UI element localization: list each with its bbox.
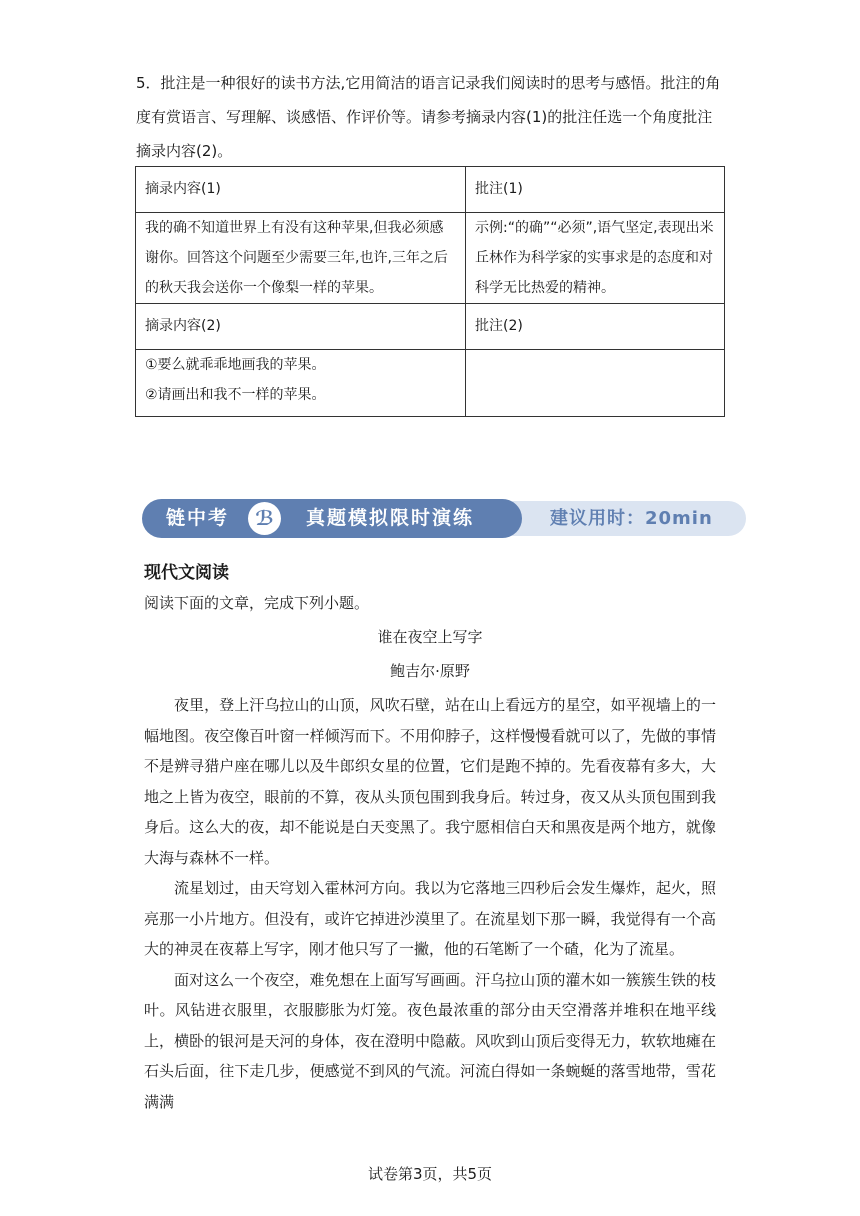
article-body [144, 690, 716, 1117]
banner-logo-icon: ℬ [248, 502, 281, 535]
article-author: 鲍吉尔·原野 [390, 662, 470, 680]
section-banner [142, 499, 746, 538]
table-header-annotation-2: 批注(2) [466, 304, 725, 350]
reading-instruction: 阅读下面的文章，完成下列小题。 [144, 594, 370, 612]
article-title: 谁在夜空上写字 [377, 628, 483, 646]
table-header-excerpt-2: 摘录内容(2) [136, 304, 466, 350]
banner-label-suggested-time: 建议用时：20min [550, 508, 713, 529]
excerpt-2-line-1: ①要么就乖乖地画我的苹果。 [145, 357, 326, 373]
banner-label-practice: 真题模拟限时演练 [306, 507, 475, 529]
excerpt-2-line-2: ②请画出和我不一样的苹果。 [145, 387, 326, 403]
question-5-text: 5．批注是一种很好的读书方法,它用简洁的语言记录我们阅读时的思考与感悟。批注的角度有赏语言、写理解、谈感悟、作评价等。请参考摘录内容(1)的批注任选一个角度批注摘录内容(2)。 [136, 74, 721, 160]
table-header-excerpt-1: 摘录内容(1) [136, 167, 466, 213]
article-paragraph-3: 面对这么一个夜空，难免想在上面写写画画。汗乌拉山顶的灌木如一簇簇生铁的枝叶。风钻进衣服里，衣服膨胀为灯笼。夜色最浓重的部分由天空滑落并堆积在地平线上，横卧的银河是天河的身体，夜在澄明中隐蔽。风吹到山顶后变得无力，软软地瘫在石头后面，往下走几步，便感觉不到风的气流。河流白得如一条蜿蜒的落雪地带，雪花满满 [144, 970, 716, 1111]
table-cell-annotation-2-blank[interactable] [466, 350, 725, 417]
article-paragraph-1: 夜里，登上汗乌拉山的山顶，风吹石壁，站在山上看远方的星空，如平视墙上的一幅地图。夜空像百叶窗一样倾泻而下。不用仰脖子，这样慢慢看就可以了，先做的事情不是辨寻猎户座在哪儿以及牛郎织女星的位置，它们是跑不掉的。先看夜幕有多大，大地之上皆为夜空，眼前的不算，夜从头顶包围到我身后。转过身，夜又从头顶包围到我身后。这么大的夜，却不能说是白天变黑了。我宁愿相信白天和黑夜是两个地方，就像大海与森林不一样。 [144, 696, 716, 867]
page-footer: 试卷第3页，共5页 [367, 1165, 493, 1183]
table-header-annotation-1: 批注(1) [466, 167, 725, 213]
table-cell-annotation-1-example: 示例:“的确”“必须”,语气坚定,表现出米丘林作为科学家的实事求是的态度和对科学无比热爱的精神。 [466, 213, 725, 304]
banner-label-link-exam: 链中考 [166, 507, 230, 529]
section-title: 现代文阅读 [144, 563, 229, 583]
annotation-table [135, 166, 725, 417]
table-cell-excerpt-2 [136, 350, 466, 417]
article-paragraph-2: 流星划过，由天穹划入霍林河方向。我以为它落地三四秒后会发生爆炸，起火，照亮那一小片地方。但没有，或许它掉进沙漠里了。在流星划下那一瞬，我觉得有一个高大的神灵在夜幕上写字，刚才他只写了一撇，他的石笔断了一个碴，化为了流星。 [144, 879, 716, 958]
table-cell-excerpt-1: 我的确不知道世界上有没有这种苹果,但我必须感谢你。回答这个问题至少需要三年,也许,三年之后的秋天我会送你一个像梨一样的苹果。 [136, 213, 466, 304]
